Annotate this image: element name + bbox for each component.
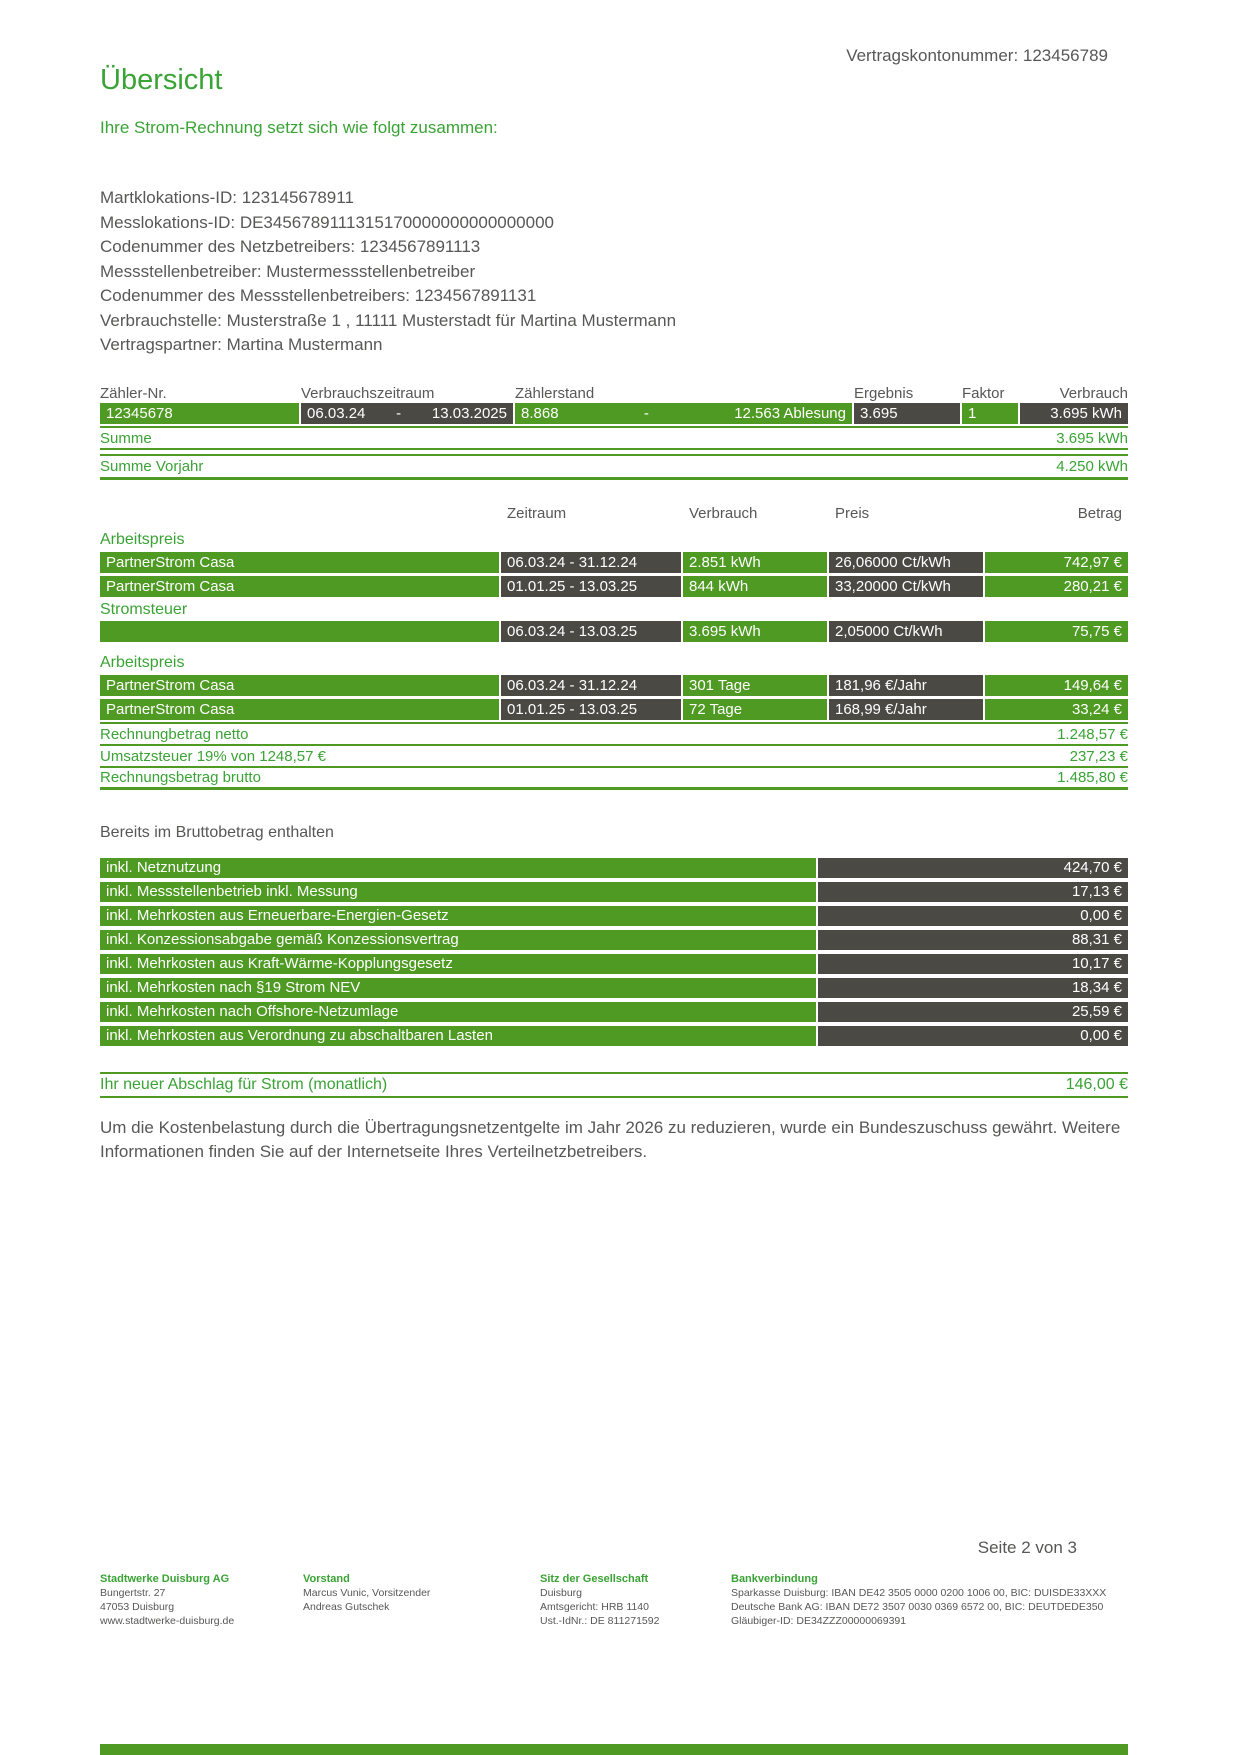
info-vertragspartner: Vertragspartner: Martina Mustermann [100,335,383,354]
page-title: Übersicht [100,64,223,96]
total-umsatzsteuer-row: Umsatzsteuer 19% von 1248,57 € 237,23 € [100,744,1128,766]
cost-row: PartnerStrom Casa 06.03.24 - 31.12.24 2.851 kWh 26,06000 Ct/kWh 742,97 € [100,552,1128,573]
abschlag-value: 146,00 € [1065,1076,1128,1093]
bundeszuschuss-note: Um die Kostenbelastung durch die Übertragungsnetzentgelte im Jahr 2026 zu reduzieren, wurde ein Bundeszuschuss gewährt. Weitere Informationen finden Sie auf der Internetseite Ihres Verteilnetzbetreibers. [100,1118,1121,1161]
meter-period-cell: 06.03.24 - 13.03.2025 [301,403,513,424]
header-zeitraum: Zeitraum [507,505,567,522]
section-label-stromsteuer: Stromsteuer [100,601,188,618]
abschlag-row [100,1072,1128,1098]
header-ergebnis: Ergebnis [854,385,914,402]
cost-row: 06.03.24 - 13.03.25 3.695 kWh 2,05000 Ct/kWh 75,75 € [100,621,1128,642]
footer-col-company: Stadtwerke Duisburg AG Bungertstr. 27 47053 Duisburg www.stadtwerke-duisburg.de [100,1573,235,1627]
contract-account-number: Vertragskontonummer: 123456789 [846,46,1108,65]
meter-row [100,403,1128,424]
header-betrag: Betrag [1077,505,1122,522]
info-marktlokations-id: Martklokations-ID: 123145678911 [100,188,354,207]
cost-row: PartnerStrom Casa 01.01.25 - 13.03.25 844 kWh 33,20000 Ct/kWh 280,21 € [100,576,1128,597]
intro-line: Ihre Strom-Rechnung setzt sich wie folgt zusammen: [100,118,498,137]
included-row: inkl. Mehrkosten aus Verordnung zu abschaltbaren Lasten 0,00 € [100,1026,1128,1046]
summe-vorjahr-row [100,454,1128,480]
summe-vorjahr-value: 4.250 kWh [1056,458,1128,475]
summe-label: Summe [100,429,152,447]
header-faktor: Faktor [962,385,1005,402]
footer-bar [100,1744,1128,1755]
cost-row: PartnerStrom Casa 06.03.24 - 31.12.24 301 Tage 181,96 €/Jahr 149,64 € [100,675,1128,696]
info-codenummer-netzbetreiber: Codenummer des Netzbetreibers: 1234567891113 [100,237,481,256]
summe-vorjahr-label: Summe Vorjahr [100,458,204,475]
meter-number-cell: 12345678 [100,403,299,424]
included-row: inkl. Konzessionsabgabe gemäß Konzessionsvertrag 88,31 € [100,930,1128,950]
footer-col-bank: Bankverbindung Sparkasse Duisburg: IBAN DE42 3505 0000 0200 1006 00, BIC: DUISDE33XXX Deutsche Bank AG: IBAN DE72 3507 0030 0369 6572 00, BIC: DEUTDEDE350 Gläubiger-ID: DE34ZZZ00000069391 [731,1573,1107,1627]
page-indicator: Seite 2 von 3 [977,1538,1077,1557]
footer-col-sitz: Sitz der Gesellschaft Duisburg Amtsgericht: HRB 1140 Ust.-IdNr.: DE 811271592 [540,1573,660,1627]
cost-row: PartnerStrom Casa 01.01.25 - 13.03.25 72 Tage 168,99 €/Jahr 33,24 € [100,699,1128,720]
info-codenummer-messstellenbetreiber: Codenummer des Messstellenbetreibers: 1234567891131 [100,286,537,305]
section-label-arbeitspreis-2: Arbeitspreis [100,654,185,671]
header-verbrauch: Verbrauch [1059,385,1128,402]
header-verbrauch2: Verbrauch [689,505,758,522]
meter-table-header [100,383,1128,404]
included-row: inkl. Netznutzung 424,70 € [100,858,1128,878]
header-zaehlerstand: Zählerstand [515,385,595,402]
total-netto-row: Rechnungbetrag netto 1.248,57 € [100,722,1128,744]
included-row: inkl. Mehrkosten nach §19 Strom NEV 18,34 € [100,978,1128,998]
header-zaehler-nr: Zähler-Nr. [100,385,167,402]
abschlag-label: Ihr neuer Abschlag für Strom (monatlich) [100,1076,388,1093]
meter-factor-cell: 1 [962,403,1018,424]
header-verbrauchszeitraum: Verbrauchszeitraum [301,385,435,402]
summe-row [100,426,1128,450]
meter-consumption-cell: 3.695 kWh [1020,403,1128,424]
included-row: inkl. Mehrkosten nach Offshore-Netzumlage 25,59 € [100,1002,1128,1022]
footer-website: www.stadtwerke-duisburg.de [100,1615,235,1627]
meter-result-cell: 3.695 [854,403,960,424]
header-preis: Preis [835,505,870,522]
included-row: inkl. Mehrkosten aus Erneuerbare-Energien-Gesetz 0,00 € [100,906,1128,926]
cost-table-header [100,503,1128,524]
total-brutto-row: Rechnungsbetrag brutto 1.485,80 € [100,766,1128,790]
info-messlokations-id: Messlokations-ID: DE3456789111315170000000000000000 [100,212,555,232]
included-intro: Bereits im Bruttobetrag enthalten [100,824,334,841]
meter-reading-cell: 8.868 - 12.563 Ablesung [515,403,852,424]
included-row: inkl. Messstellenbetrieb inkl. Messung 17,13 € [100,882,1128,902]
info-messstellenbetreiber: Messstellenbetreiber: Mustermessstellenbetreiber [100,261,476,281]
summe-value: 3.695 kWh [1056,429,1128,447]
footer-col-vorstand: Vorstand Marcus Vunic, Vorsitzender Andreas Gutschek [303,1573,431,1613]
info-verbrauchstelle: Verbrauchstelle: Musterstraße 1 , 11111 Musterstadt für Martina Mustermann [100,310,677,330]
included-row: inkl. Mehrkosten aus Kraft-Wärme-Kopplungsgesetz 10,17 € [100,954,1128,974]
section-label-arbeitspreis-1: Arbeitspreis [100,531,185,548]
meta-info-block [100,186,676,358]
